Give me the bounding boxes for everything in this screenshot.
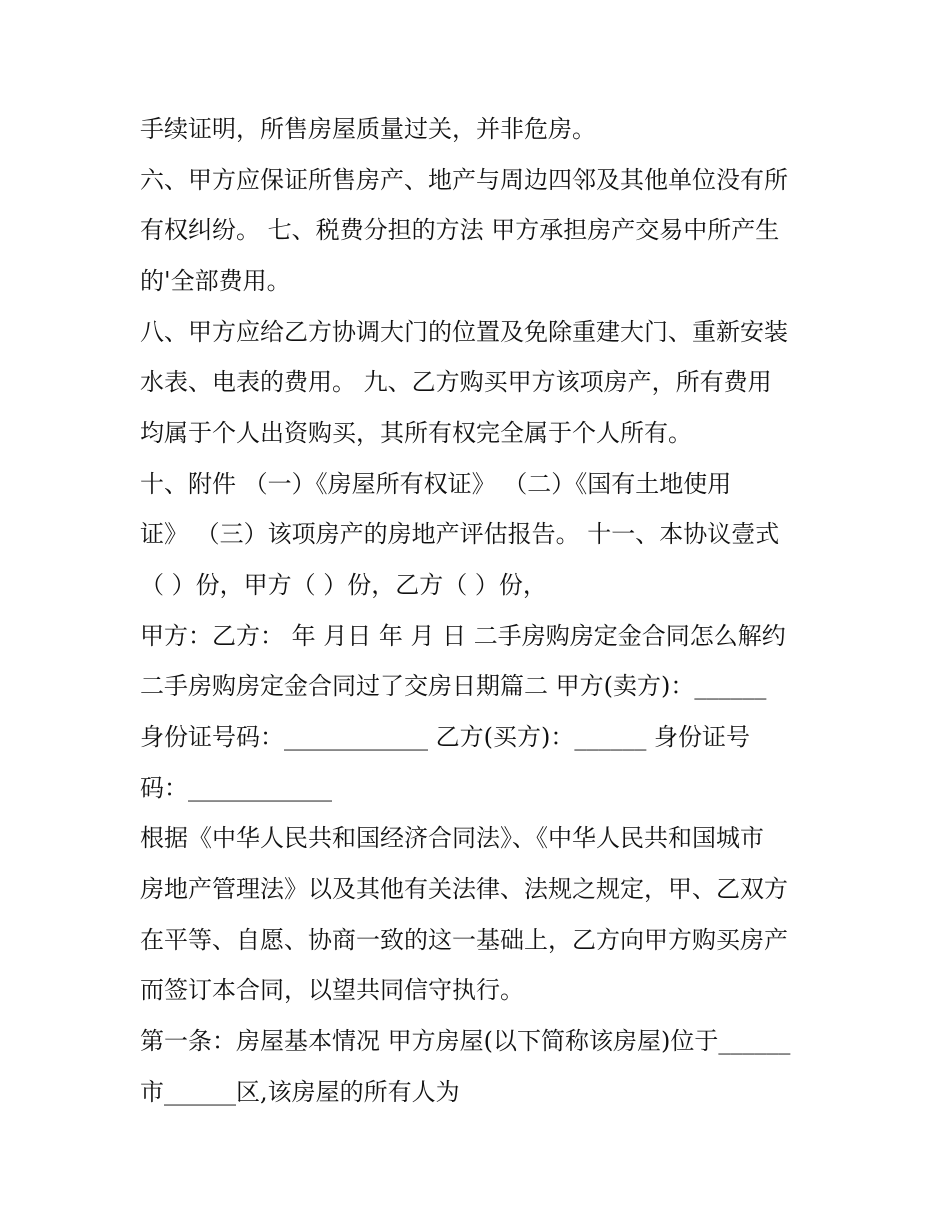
text-line: 在平等、自愿、协商一致的这一基础上，乙方向甲方购买房产 (140, 926, 788, 954)
text-line: （ ）份，甲方（ ）份，乙方（ ）份， (140, 571, 547, 599)
text-line: 八、甲方应给乙方协调大门的位置及免除重建大门、重新安装 (140, 318, 788, 346)
text-line: 码：____________ (140, 774, 332, 802)
text-line: 水表、电表的费用。 九、乙方购买甲方该项房产，所有费用 (140, 368, 772, 396)
text-line: 手续证明，所售房屋质量过关，并非危房。 (140, 115, 596, 143)
text-line: 甲方：乙方： 年 月日 年 月 日 二手房购房定金合同怎么解约 (140, 622, 786, 650)
text-line: 根据《中华人民共和国经济合同法》、《中华人民共和国城市 (140, 824, 764, 852)
text-line: 市______区,该房屋的所有人为 (140, 1078, 460, 1106)
text-line: 第一条：房屋基本情况 甲方房屋(以下简称该房屋)位于______ (140, 1027, 791, 1055)
text-line: 六、甲方应保证所售房产、地产与周边四邻及其他单位没有所 (140, 166, 788, 194)
text-line: 均属于个人出资购买，其所有权完全属于个人所有。 (140, 419, 692, 447)
text-line: 的'全部费用。 (140, 267, 291, 295)
text-line: 房地产管理法》以及其他有关法律、法规之规定，甲、乙双方 (140, 875, 788, 903)
text-line: 有权纠纷。 七、税费分担的方法 甲方承担房产交易中所产生 (140, 216, 780, 244)
text-line: 身份证号码：____________ 乙方(买方)：______ 身份证号 (140, 723, 750, 751)
text-line: 十、附件 （一）《房屋所有权证》 （二）《国有土地使用 (140, 470, 732, 498)
text-line: 而签订本合同，以望共同信守执行。 (140, 976, 524, 1004)
text-line: 二手房购房定金合同过了交房日期篇二 甲方(卖方)：______ (140, 672, 767, 700)
text-line: 证》 （三）该项房产的房地产评估报告。 十一、本协议壹式 (140, 520, 780, 548)
